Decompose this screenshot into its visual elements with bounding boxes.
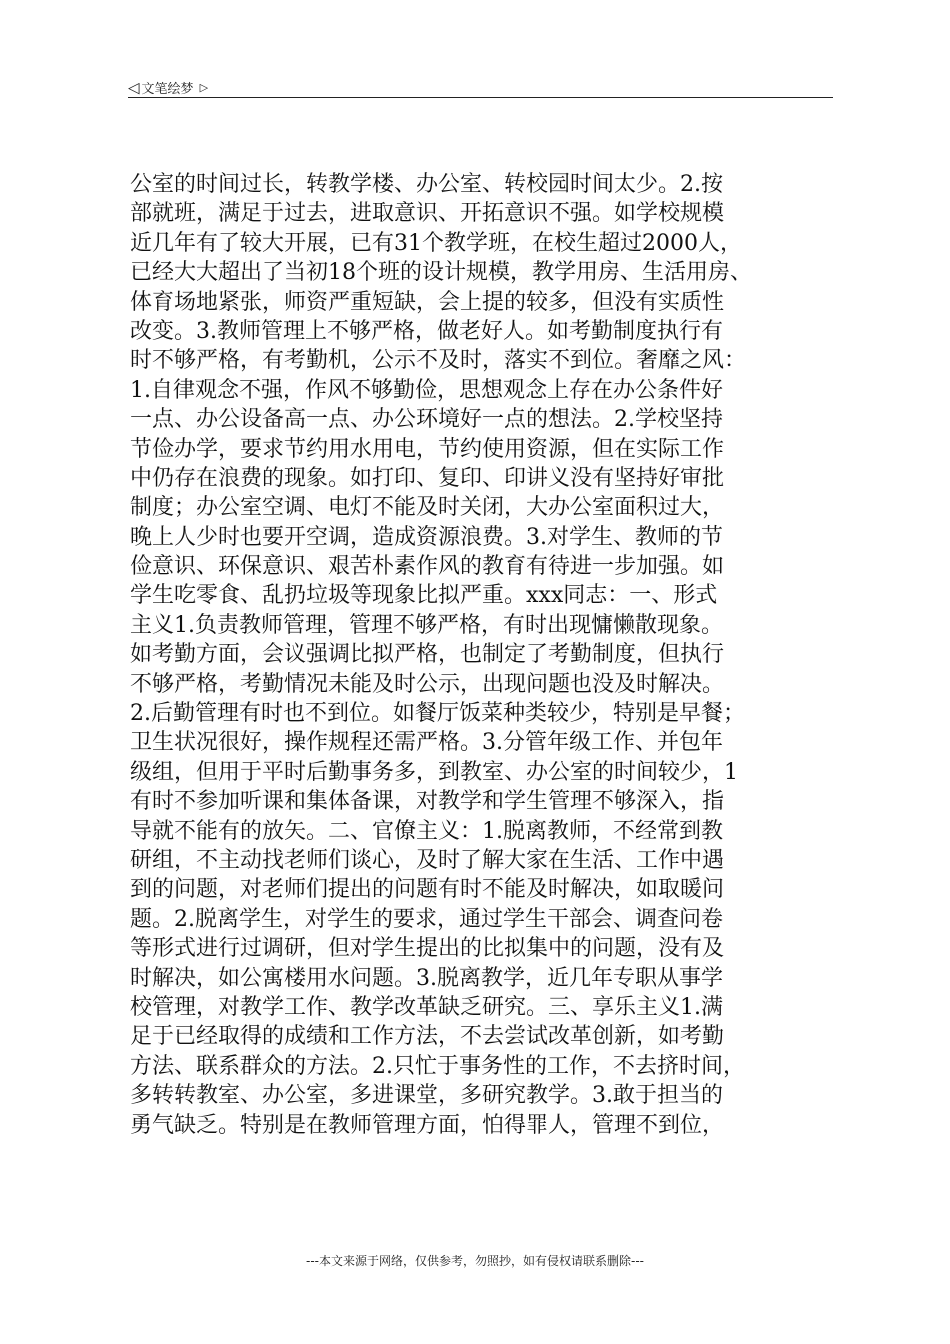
text-line: 一点、办公设备高一点、办公环境好一点的想法。2.学校坚持 xyxy=(130,407,723,433)
text-line: 方法、联系群众的方法。2.只忙于事务性的工作，不去挤时间， xyxy=(130,1053,745,1079)
text-line: 学生吃零食、乱扔垃圾等现象比拟严重。xxx同志：一、形式 xyxy=(130,583,718,609)
text-line: 俭意识、环保意识、艰苦朴素作风的教育有待进一步加强。如 xyxy=(130,554,725,580)
text-line: 改变。3.教师管理上不够严格，做老好人。如考勤制度执行有 xyxy=(130,318,723,344)
text-line: 1.自律观念不强，作风不够勤俭，思想观念上存在办公条件好 xyxy=(130,377,723,403)
text-line: 2.后勤管理有时也不到位。如餐厅饭菜种类较少，特别是早餐； xyxy=(130,701,745,727)
text-line: 不够严格，考勤情况未能及时公示，出现问题也没及时解决。 xyxy=(130,671,725,697)
text-line: 到的问题，对老师们提出的问题有时不能及时解决，如取暖问 xyxy=(130,877,725,903)
text-line: 已经大大超出了当初18个班的设计规模，教学用房、生活用房、 xyxy=(130,260,752,286)
text-line: 中仍存在浪费的现象。如打印、复印、印讲义没有坚持好审批 xyxy=(130,465,725,491)
header-title: 文笔绘梦 xyxy=(141,82,194,97)
text-line: 导就不能有的放矢。二、官僚主义：1.脱离教师，不经常到教 xyxy=(130,818,723,844)
text-line: 体育场地紧张，师资严重短缺，会上提的较多，但没有实质性 xyxy=(130,289,725,315)
right-triangle-icon: ▷ xyxy=(199,81,209,94)
text-line: 晚上人少时也要开空调，造成资源浪费。3.对学生、教师的节 xyxy=(130,524,723,550)
text-line: 有时不参加听课和集体备课，对教学和学生管理不够深入，指 xyxy=(130,789,725,815)
text-line: 时解决，如公寓楼用水问题。3.脱离教学，近几年专职从事学 xyxy=(130,965,723,991)
document-body xyxy=(130,170,835,1140)
text-line: 等形式进行过调研，但对学生提出的比拟集中的问题，没有及 xyxy=(130,936,725,962)
left-triangle-icon: ◁ xyxy=(128,78,140,97)
text-line: 卫生状况很好，操作规程还需严格。3.分管年级工作、并包年 xyxy=(130,730,723,756)
text-line: 部就班，满足于过去，进取意识、开拓意识不强。如学校规模 xyxy=(130,201,725,227)
text-line: 近几年有了较大开展，已有31个教学班，在校生超过2000人， xyxy=(130,230,742,256)
page-header xyxy=(128,76,833,98)
text-line: 研组，不主动找老师们谈心，及时了解大家在生活、工作中遇 xyxy=(130,847,725,873)
page-footer: ---本文来源于网络，仅供参考，勿照抄，如有侵权请联系删除--- xyxy=(306,1254,644,1268)
text-line: 足于已经取得的成绩和工作方法，不去尝试改革创新，如考勤 xyxy=(130,1024,725,1050)
text-line: 校管理，对教学工作、教学改革缺乏研究。三、享乐主义1.满 xyxy=(130,994,723,1020)
text-line: 级组，但用于平时后勤事务多，到教室、办公室的时间较少，1 xyxy=(130,759,738,785)
text-line: 节俭办学，要求节约用水用电，节约使用资源，但在实际工作 xyxy=(130,436,725,462)
text-line: 主义1.负责教师管理，管理不够严格，有时出现慵懒散现象。 xyxy=(130,612,723,638)
text-line: 时不够严格，有考勤机，公示不及时，落实不到位。奢靡之风： xyxy=(130,348,747,374)
text-line: 勇气缺乏。特别是在教师管理方面，怕得罪人，管理不到位， xyxy=(130,1112,725,1138)
header-divider xyxy=(128,97,833,98)
text-line: 题。2.脱离学生，对学生的要求，通过学生干部会、调查问卷 xyxy=(130,906,723,932)
text-line: 公室的时间过长，转教学楼、办公室、转校园时间太少。2.按 xyxy=(130,172,723,197)
text-line: 制度；办公室空调、电灯不能及时关闭，大办公室面积过大， xyxy=(130,495,725,521)
text-line: 多转转教室、办公室，多进课堂，多研究教学。3.敢于担当的 xyxy=(130,1083,723,1109)
text-line: 如考勤方面，会议强调比拟严格，也制定了考勤制度，但执行 xyxy=(130,642,725,668)
header-brand xyxy=(128,78,208,97)
